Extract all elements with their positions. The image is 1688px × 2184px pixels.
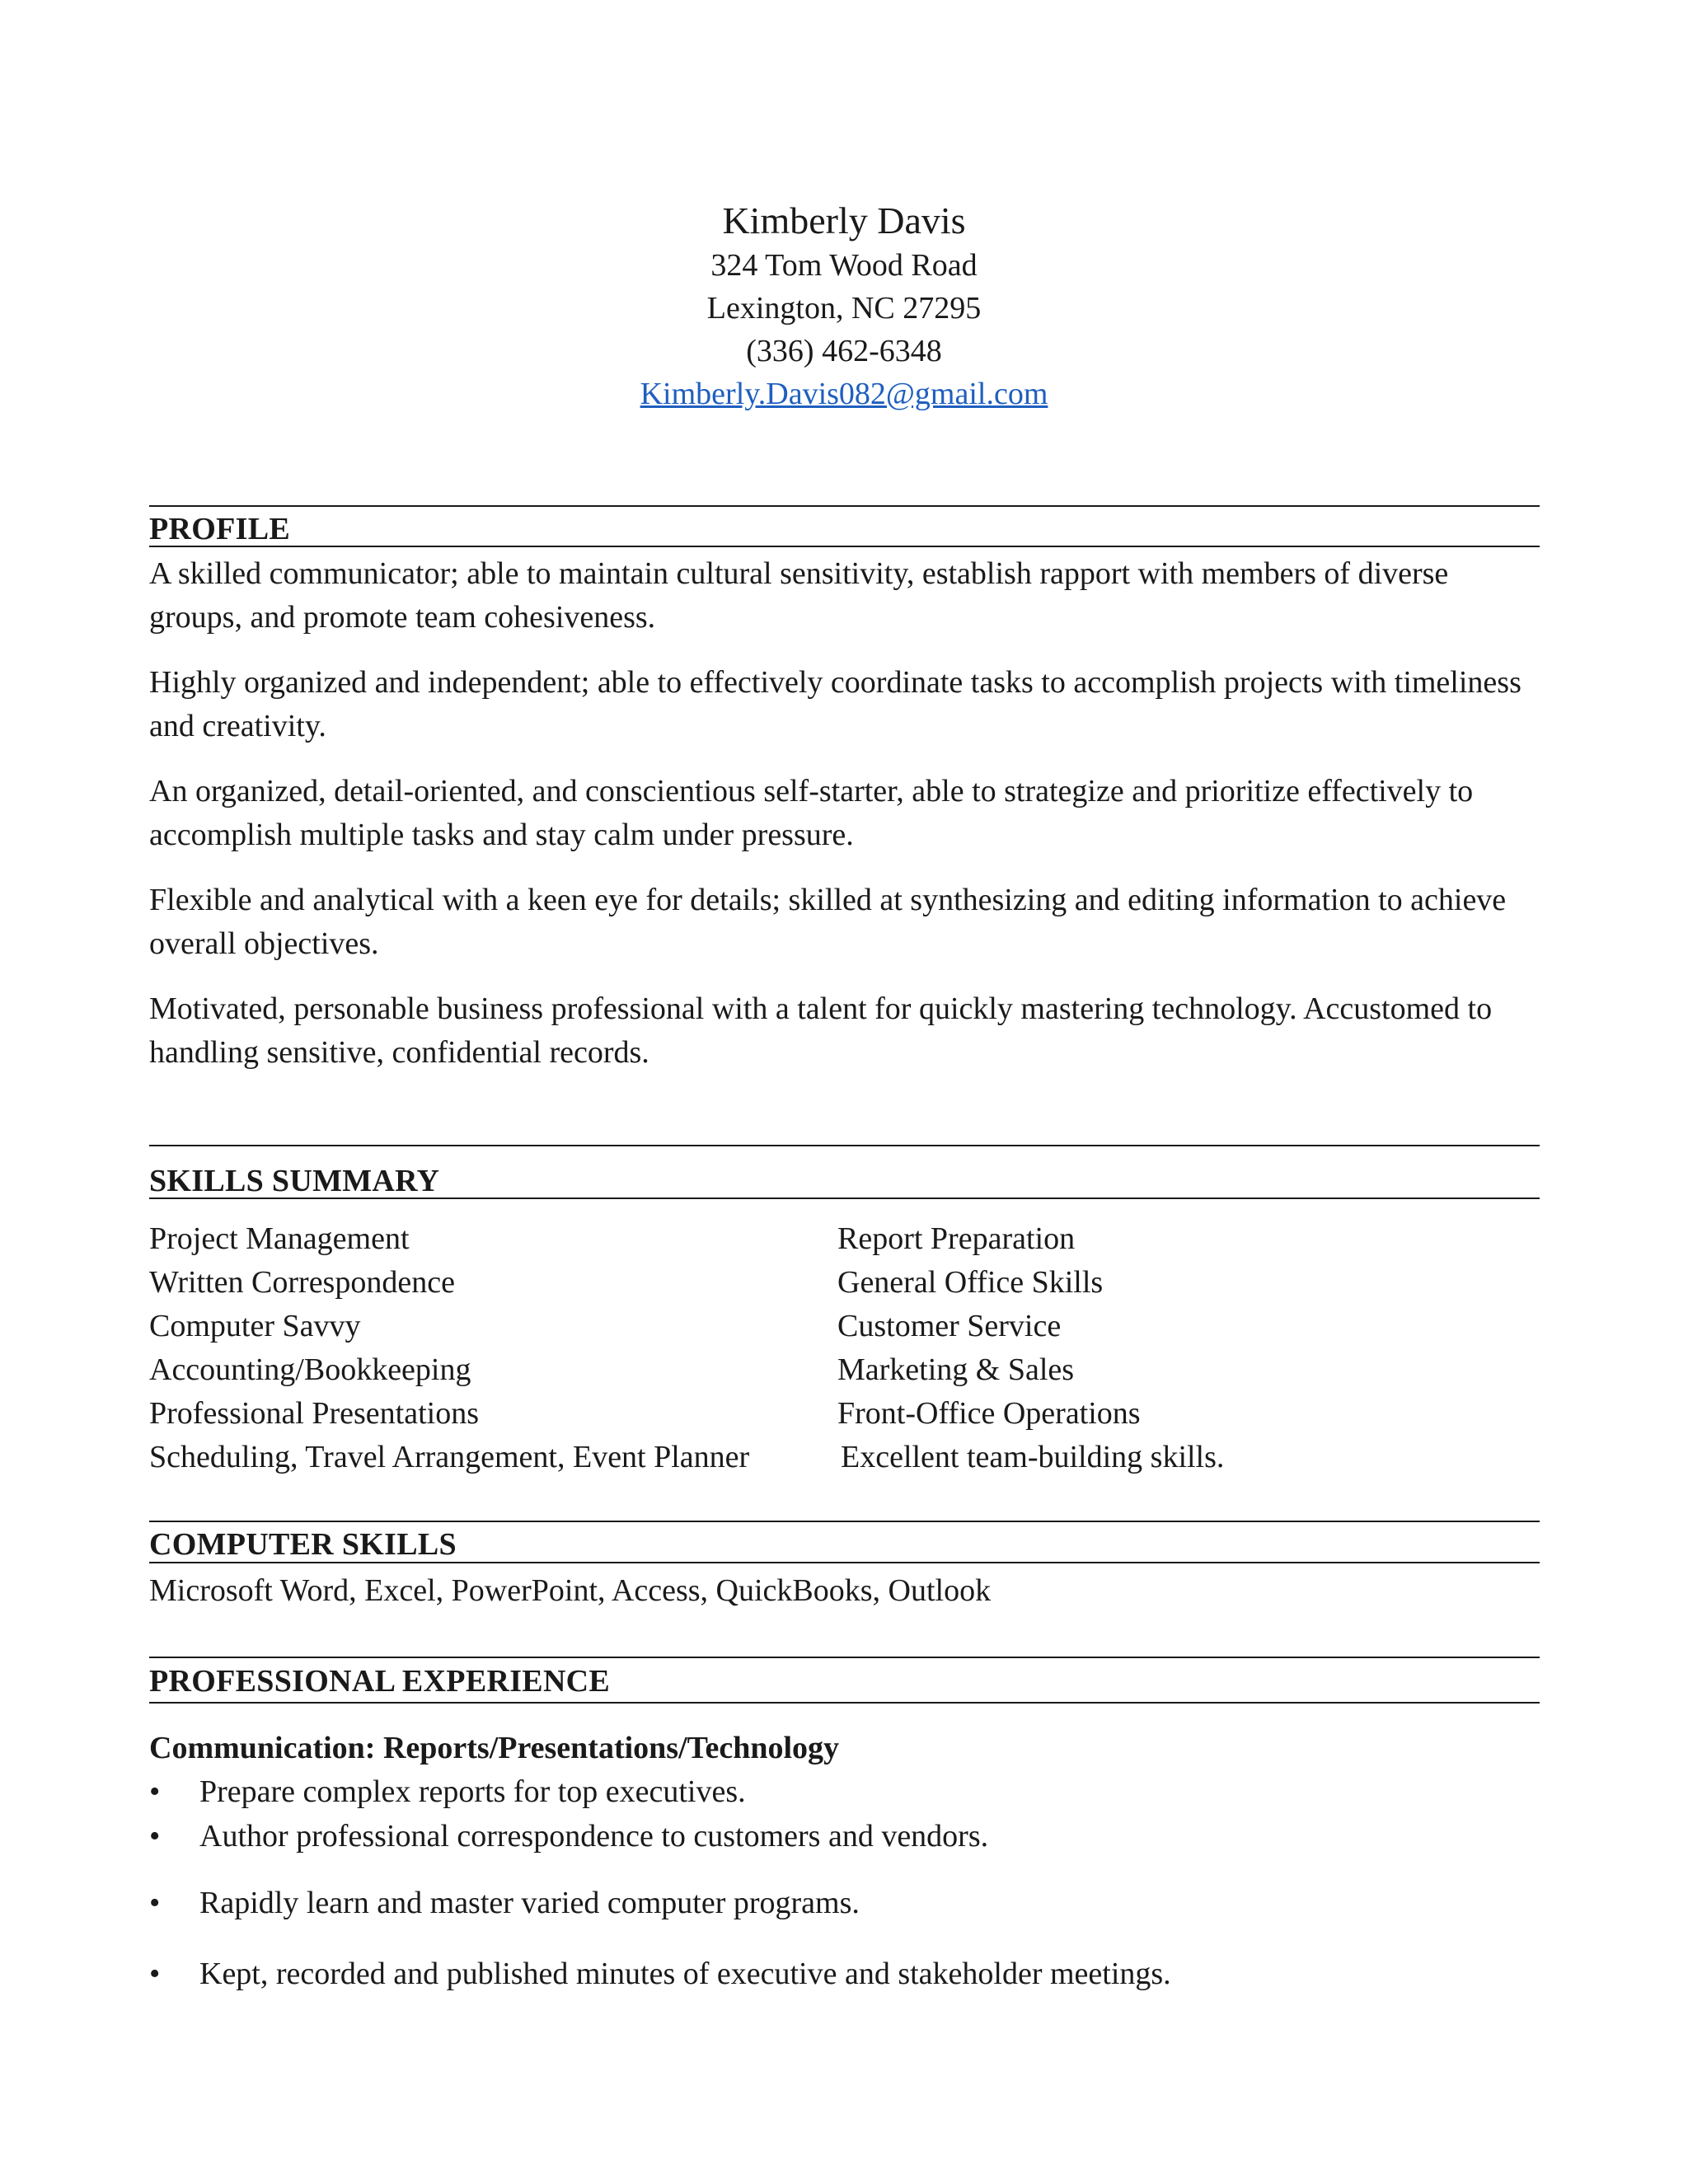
section-rule-bottom [149, 546, 1540, 547]
skill-item: Front-Office Operations [837, 1396, 1141, 1431]
skill-item: Report Preparation [837, 1221, 1076, 1256]
section-rule-bottom [149, 1197, 1540, 1199]
skill-item: Excellent team-building skills. [841, 1440, 1225, 1474]
section-rule-bottom [149, 1702, 1540, 1704]
bullet-text: Author professional correspondence to customers and vendors. [199, 1819, 989, 1854]
experience-subheading: Communication: Reports/Presentations/Technology [149, 1731, 840, 1765]
skill-item: Written Correspondence [149, 1265, 455, 1300]
section-rule-top [149, 1521, 1540, 1522]
street-address: 324 Tom Wood Road [710, 248, 978, 283]
skill-item: General Office Skills [837, 1265, 1104, 1300]
section-rule-bottom [149, 1562, 1540, 1563]
skill-item: Customer Service [837, 1309, 1062, 1343]
profile-paragraph: Highly organized and independent; able to effectively coordinate tasks to accomplish projects with timeliness and creativity. [149, 665, 1522, 743]
bullet-icon: • [149, 1957, 161, 1991]
skill-item: Computer Savvy [149, 1309, 361, 1343]
section-rule-top [149, 505, 1540, 507]
city-state-zip: Lexington, NC 27295 [706, 291, 982, 326]
computer-skills-heading: COMPUTER SKILLS [149, 1527, 457, 1562]
profile-paragraph: Flexible and analytical with a keen eye for details; skilled at synthesizing and editing information to achieve overall objectives. [149, 883, 1507, 961]
profile-paragraph: A skilled communicator; able to maintain cultural sensitivity, establish rapport with members of diverse groups, and promote team cohesiveness. [149, 556, 1449, 635]
bullet-icon: • [149, 1886, 161, 1920]
skill-item: Marketing & Sales [837, 1352, 1075, 1387]
bullet-text: Prepare complex reports for top executives. [199, 1774, 746, 1809]
bullet-icon: • [149, 1819, 161, 1854]
bullet-text: Kept, recorded and published minutes of executive and stakeholder meetings. [199, 1957, 1171, 1991]
section-rule-top [149, 1145, 1540, 1146]
skill-item: Accounting/Bookkeeping [149, 1352, 471, 1387]
experience-heading: PROFESSIONAL EXPERIENCE [149, 1664, 611, 1699]
profile-paragraph: Motivated, personable business professional with a talent for quickly mastering technology. Accustomed to handling sensitive, confidential records. [149, 991, 1493, 1070]
email-link[interactable]: Kimberly.Davis082@gmail.com [640, 377, 1048, 411]
section-rule-top [149, 1657, 1540, 1658]
bullet-text: Rapidly learn and master varied computer programs. [199, 1886, 860, 1920]
candidate-name: Kimberly Davis [722, 199, 966, 241]
skill-item: Professional Presentations [149, 1396, 480, 1431]
skill-item: Project Management [149, 1221, 410, 1256]
profile-paragraph: An organized, detail-oriented, and conscientious self-starter, able to strategize and prioritize effectively to accomplish multiple tasks and stay calm under pressure. [149, 774, 1474, 852]
skills-summary-heading: SKILLS SUMMARY [149, 1164, 440, 1198]
profile-heading: PROFILE [149, 512, 291, 546]
computer-skills-list: Microsoft Word, Excel, PowerPoint, Access, QuickBooks, Outlook [149, 1573, 992, 1608]
bullet-icon: • [149, 1774, 161, 1809]
skill-item: Scheduling, Travel Arrangement, Event Planner [149, 1440, 750, 1474]
phone-number: (336) 462-6348 [746, 334, 942, 368]
